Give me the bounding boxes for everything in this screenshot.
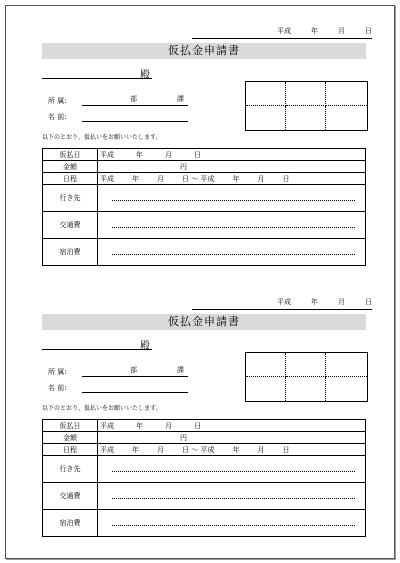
schedule-end-day: 日	[282, 445, 290, 454]
schedule-field[interactable]	[98, 173, 366, 185]
approval-stamp-grid	[245, 352, 368, 402]
schedule-end-era: 平成	[200, 445, 215, 454]
schedule-end-year: 年	[232, 445, 240, 454]
payday-day: 日	[194, 150, 201, 159]
schedule-start-month: 月	[157, 445, 164, 454]
destination-field[interactable]	[98, 456, 366, 483]
application-form-1	[6, 6, 394, 278]
name-field[interactable]	[82, 112, 188, 122]
payday-day: 日	[194, 421, 201, 430]
destination-label: 行き先	[43, 185, 98, 212]
request-note: 以下のとおり、仮払いをお願いいたします。	[42, 134, 162, 141]
schedule-field[interactable]	[98, 444, 366, 456]
payday-era: 平成	[100, 150, 114, 159]
schedule-start-era: 平成	[100, 174, 114, 183]
schedule-start-year: 年	[132, 174, 139, 183]
destination-label: 行き先	[43, 456, 98, 483]
payday-label: 仮払日	[43, 420, 98, 432]
schedule-start-month: 月	[157, 174, 164, 183]
schedule-start-year: 年	[132, 445, 139, 454]
dept-bu-label: 部	[130, 366, 137, 374]
schedule-end-era: 平成	[200, 174, 215, 183]
schedule-start-day: 日	[182, 445, 189, 454]
schedule-label: 日程	[43, 444, 98, 456]
amount-unit: 円	[180, 433, 187, 442]
lodging-field[interactable]	[98, 239, 366, 266]
transport-label: 交通費	[43, 212, 98, 239]
destination-field[interactable]	[98, 185, 366, 212]
payday-field[interactable]	[98, 420, 366, 432]
schedule-separator: ～	[191, 445, 199, 454]
dept-bu-label: 部	[130, 95, 137, 103]
amount-label: 金額	[43, 161, 98, 173]
schedule-end-day: 日	[282, 174, 290, 183]
date-day: 日	[365, 27, 372, 35]
addressee-field[interactable]	[42, 337, 152, 350]
date-day: 日	[365, 298, 372, 306]
payday-year: 年	[136, 150, 143, 159]
schedule-start-day: 日	[182, 174, 189, 183]
dept-field[interactable]	[82, 96, 188, 106]
transport-field[interactable]	[98, 212, 366, 239]
request-table	[42, 148, 366, 266]
payday-label: 仮払日	[43, 149, 98, 161]
amount-field[interactable]	[98, 432, 366, 444]
dept-ka-label: 課	[177, 366, 184, 374]
document-sheet	[5, 5, 395, 559]
dept-field[interactable]	[82, 367, 188, 377]
date-era: 平成	[277, 27, 291, 35]
amount-field[interactable]	[98, 161, 366, 173]
schedule-end-month: 月	[257, 445, 265, 454]
date-line	[192, 297, 372, 310]
schedule-end-year: 年	[232, 174, 240, 183]
request-note: 以下のとおり、仮払いをお願いいたします。	[42, 405, 162, 412]
lodging-field[interactable]	[98, 510, 366, 537]
payday-year: 年	[136, 421, 143, 430]
date-year: 年	[311, 27, 318, 35]
lodging-label: 宿泊費	[43, 510, 98, 537]
dept-ka-label: 課	[177, 95, 184, 103]
schedule-end-month: 月	[257, 174, 265, 183]
dept-label: 所 属:	[48, 368, 67, 376]
schedule-label: 日程	[43, 173, 98, 185]
name-field[interactable]	[82, 383, 188, 393]
payday-era: 平成	[100, 421, 114, 430]
name-label: 名 前:	[48, 384, 67, 392]
dept-label: 所 属:	[48, 97, 67, 105]
amount-unit: 円	[180, 162, 187, 171]
date-month: 月	[338, 27, 345, 35]
schedule-start-era: 平成	[100, 445, 114, 454]
form-title: 仮払金申請書	[42, 314, 366, 330]
name-label: 名 前:	[48, 113, 67, 121]
form-title: 仮払金申請書	[42, 43, 366, 59]
date-line	[192, 26, 372, 39]
request-table	[42, 419, 366, 537]
application-form-2	[6, 277, 394, 549]
amount-label: 金額	[43, 432, 98, 444]
date-month: 月	[338, 298, 345, 306]
addressee-field[interactable]	[42, 66, 152, 79]
transport-field[interactable]	[98, 483, 366, 510]
payday-month: 月	[165, 421, 172, 430]
approval-stamp-grid	[245, 81, 368, 131]
date-year: 年	[311, 298, 318, 306]
addressee-suffix: 殿	[140, 341, 150, 352]
date-era: 平成	[277, 298, 291, 306]
payday-month: 月	[165, 150, 172, 159]
lodging-label: 宿泊費	[43, 239, 98, 266]
payday-field[interactable]	[98, 149, 366, 161]
schedule-separator: ～	[191, 174, 199, 183]
addressee-suffix: 殿	[140, 70, 150, 81]
transport-label: 交通費	[43, 483, 98, 510]
